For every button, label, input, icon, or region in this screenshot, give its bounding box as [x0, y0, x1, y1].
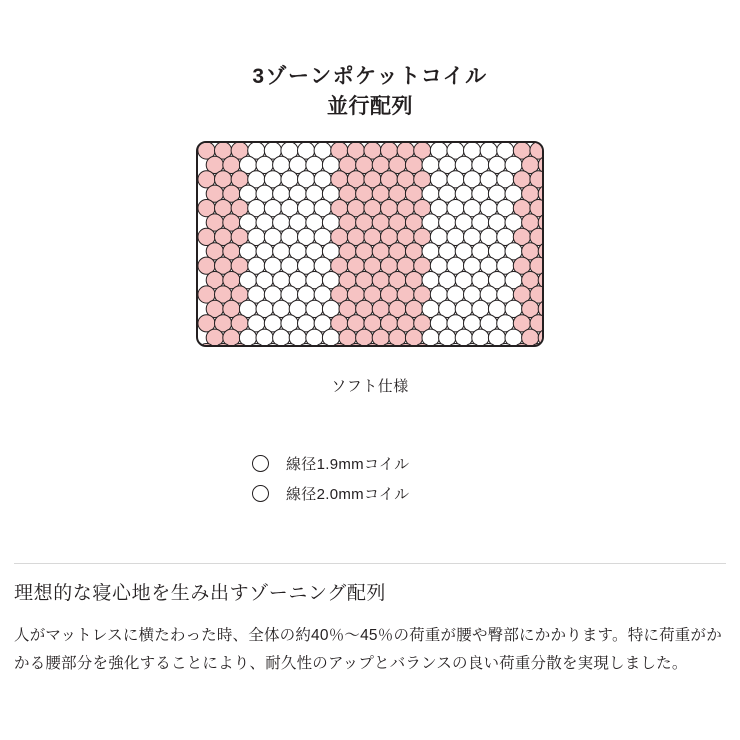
diagram-title [0, 62, 740, 122]
diagram-title-line-2: 並行配列 [327, 95, 413, 118]
coil-circle [472, 329, 489, 345]
coil-circle [239, 329, 256, 345]
legend-label-1: 線径2.0mmコイル [286, 485, 410, 503]
coil-circle [356, 329, 373, 345]
coil-circle [389, 329, 406, 345]
legend-swatch-pink-coil-icon [252, 485, 269, 502]
coil-circle [273, 329, 290, 345]
coil-circle [223, 329, 240, 345]
coil-circle [439, 329, 456, 345]
diagram-caption: ソフト仕様 [331, 378, 409, 395]
coil-circle [322, 329, 339, 345]
coil-circle [206, 329, 223, 345]
coil-circle [339, 329, 356, 345]
coil-circle [256, 329, 273, 345]
coil-circle [372, 329, 389, 345]
pocket-coil-diagram [196, 141, 544, 347]
section-heading: 理想的な寝心地を生み出すゾーニング配列 [14, 583, 387, 604]
coil-circle [289, 329, 306, 345]
legend-label-0: 線径1.9mmコイル [286, 455, 410, 473]
coil-circle [306, 329, 323, 345]
section-divider [14, 563, 726, 564]
coil-grid-svg [198, 143, 542, 345]
coil-circle [488, 329, 505, 345]
coil-circle [505, 329, 522, 345]
legend [252, 448, 552, 508]
legend-item-1 [252, 478, 552, 508]
coil-circle [455, 329, 472, 345]
legend-swatch-white-coil-icon [252, 455, 269, 472]
diagram-title-line-1: 3ゾーンポケットコイル [252, 65, 488, 88]
section-body-text: 人がマットレスに横たわった時、全体の約40％〜45％の荷重が腰や臀部にかかります。特に荷重がかかる腰部分を強化することにより、耐久性のアップとバランスの良い荷重分散を実現しました。 [14, 627, 722, 672]
legend-item-0 [252, 448, 552, 478]
coil-circle [422, 329, 439, 345]
coil-circle [405, 329, 422, 345]
coil-circle [522, 329, 539, 345]
